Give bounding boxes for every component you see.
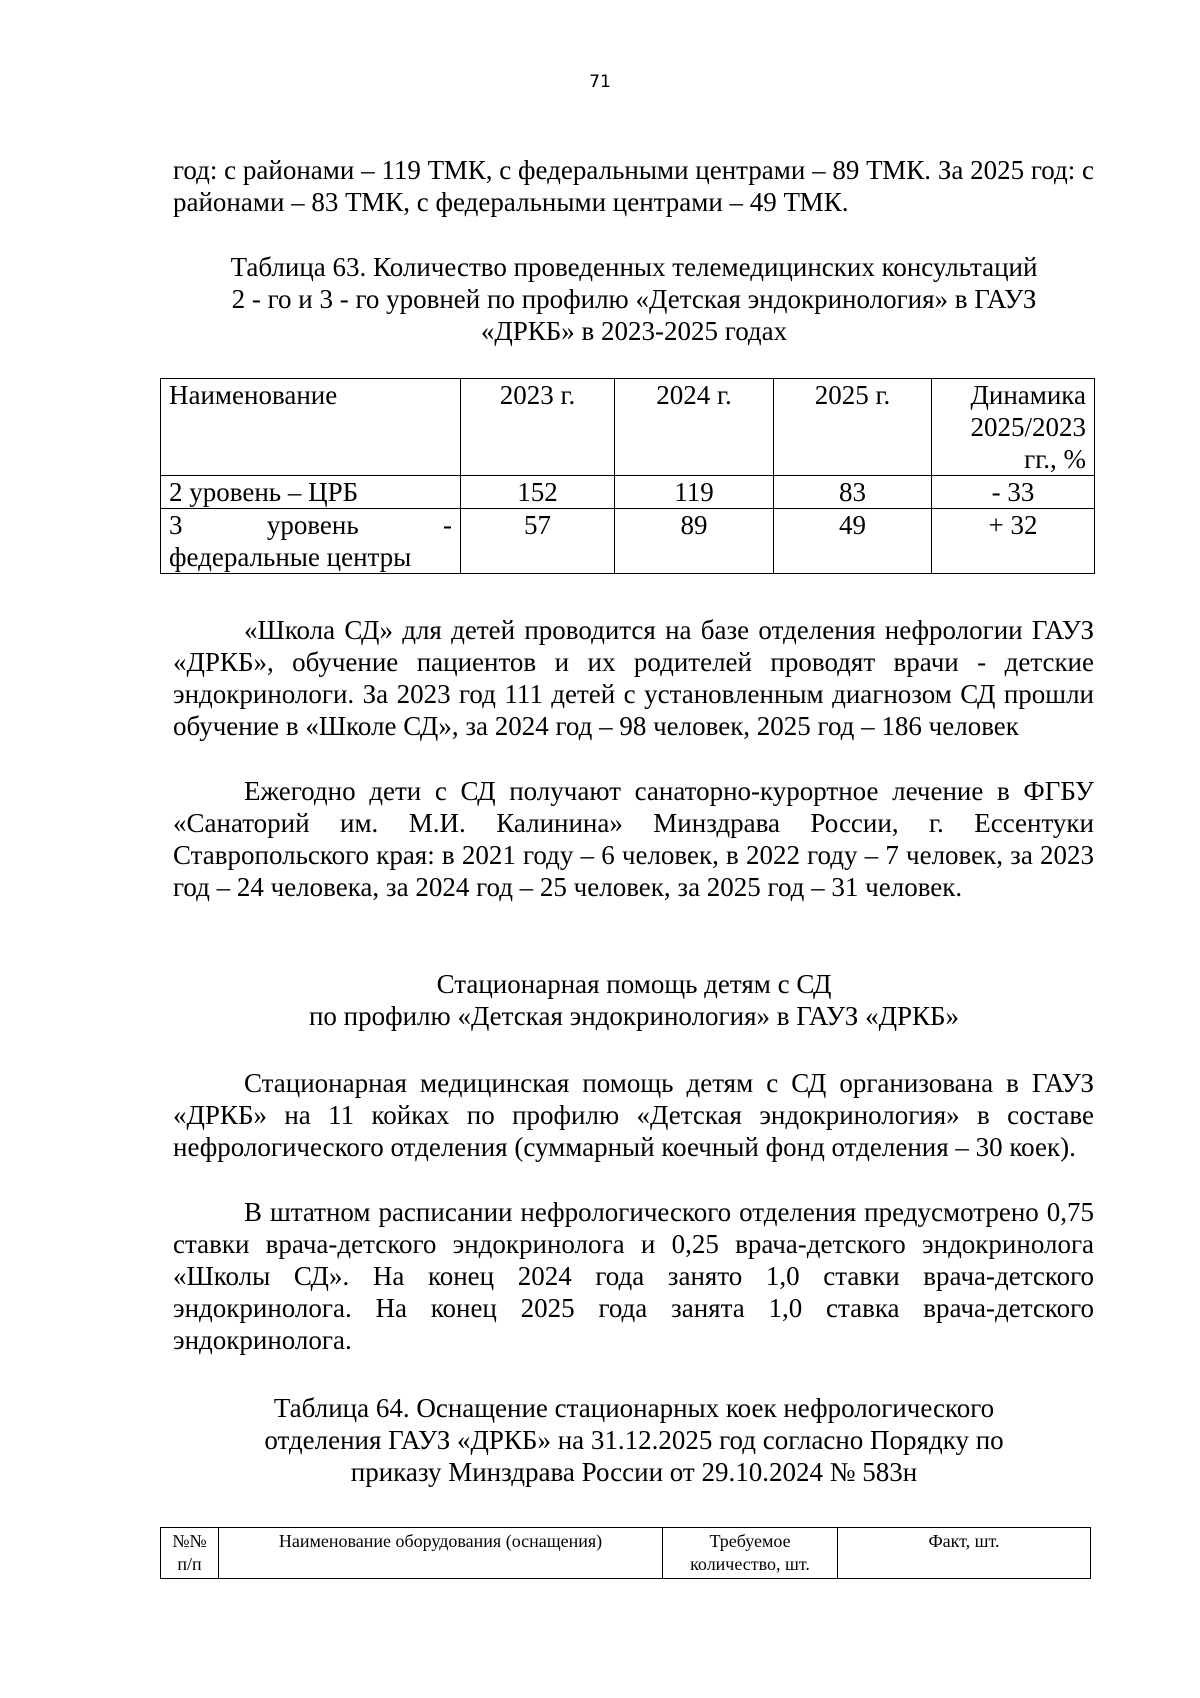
table63-header-dynamics-line2: 2025/2023 [970, 412, 1086, 442]
table64-header-required-line1: Требуемое [709, 1531, 791, 1551]
table63-cell-name-line1: 3 уровень - [169, 510, 452, 540]
table63-caption-line1: Таблица 63. Количество проведенных телемедицинских консультаций [230, 252, 1038, 282]
page-number: 71 [589, 72, 611, 92]
table63-cell-name: 2 уровень – ЦРБ [161, 476, 461, 509]
table64-header-num-line2: п/п [177, 1554, 202, 1574]
table63-cell-2025: 83 [774, 476, 932, 509]
table64-caption-line2: отделения ГАУЗ «ДРКБ» на 31.12.2025 год согласно Порядку по [264, 1425, 1004, 1455]
table64-header-fact: Факт, шт. [838, 1528, 1091, 1579]
table63-cell-2023: 152 [461, 476, 615, 509]
table-row [161, 476, 1095, 509]
table64-header-equipment: Наименование оборудования (оснащения) [219, 1528, 663, 1579]
table63-header-2025: 2025 г. [774, 379, 932, 476]
table63-cell-name [161, 509, 461, 574]
table63 [160, 378, 1095, 574]
inpatient-paragraph: Стационарная медицинская помощь детям с СД организована в ГАУЗ «ДРКБ» на 11 койках по профилю «Детская эндокринология» в составе нефрологического отделения (суммарный коечный фонд отделения – 30 коек). [173, 1068, 1094, 1162]
table64-header-num [161, 1528, 219, 1579]
section-heading-line1: Стационарная помощь детям с СД [436, 969, 832, 999]
table63-header-2024: 2024 г. [615, 379, 774, 476]
table63-header-dynamics-line3: гг., % [1024, 444, 1086, 474]
section-heading-line2: по профилю «Детская эндокринология» в ГАУЗ «ДРКБ» [308, 1001, 960, 1031]
table63-header-dynamics [932, 379, 1095, 476]
table64 [160, 1527, 1091, 1579]
school-paragraph: «Школа СД» для детей проводится на базе отделения нефрологии ГАУЗ «ДРКБ», обучение пациентов и их родителей проводят врачи - детские эндокринологи. За 2023 год 111 детей с установленным диагнозом СД прошли обучение в «Школе СД», за 2024 год – 98 человек, 2025 год – 186 человек [173, 615, 1094, 741]
table63-caption-line3: «ДРКБ» в 2023-2025 годах [480, 316, 788, 346]
table63-cell-2024: 89 [615, 509, 774, 574]
table63-cell-dynamics: - 33 [932, 476, 1095, 509]
table63-header-dynamics-line1: Динамика [970, 380, 1086, 410]
table64-header-required [663, 1528, 838, 1579]
table-row [161, 509, 1095, 574]
intro-paragraph: год: с районами – 119 ТМК, с федеральными центрами – 89 ТМК. За 2025 год: с районами – 83 ТМК, с федеральными центрами – 49 ТМК. [173, 155, 1094, 217]
table63-cell-dynamics: + 32 [932, 509, 1095, 574]
table63-cell-2024: 119 [615, 476, 774, 509]
table64-header-num-line1: №№ [172, 1531, 207, 1551]
table63-header-2023: 2023 г. [461, 379, 615, 476]
table64-header-row [161, 1528, 1091, 1579]
table63-caption-line2: 2 - го и 3 - го уровней по профилю «Детская эндокринология» в ГАУЗ [231, 284, 1037, 314]
table64-header-required-line2: количество, шт. [690, 1554, 810, 1574]
table64-caption [160, 1392, 1108, 1488]
table63-cell-name-line2: федеральные центры [169, 542, 412, 572]
sanatorium-paragraph: Ежегодно дети с СД получают санаторно-курортное лечение в ФГБУ «Санаторий им. М.И. Калинина» Минздрава России, г. Ессентуки Ставропольского края: в 2021 году – 6 человек, в 2022 году – 7 человек, за 2023 год – 24 человека, за 2024 год – 25 человек, за 2025 год – 31 человек. [173, 776, 1094, 902]
table63-caption [160, 251, 1108, 347]
staff-paragraph: В штатном расписании нефрологического отделения предусмотрено 0,75 ставки врача-детского эндокринолога и 0,25 врача-детского эндокринолога «Школы СД». На конец 2024 года занято 1,0 ставки врача-детского эндокринолога. На конец 2025 года занята 1,0 ставка врача-детского эндокринолога. [173, 1197, 1094, 1355]
table63-cell-2023: 57 [461, 509, 615, 574]
table63-cell-2025: 49 [774, 509, 932, 574]
table64-caption-line1: Таблица 64. Оснащение стационарных коек нефрологического [273, 1393, 995, 1423]
table63-header-name: Наименование [161, 379, 461, 476]
section-heading [160, 968, 1108, 1032]
table63-header-row [161, 379, 1095, 476]
table64-caption-line3: приказу Минздрава России от 29.10.2024 № 583н [350, 1457, 918, 1487]
